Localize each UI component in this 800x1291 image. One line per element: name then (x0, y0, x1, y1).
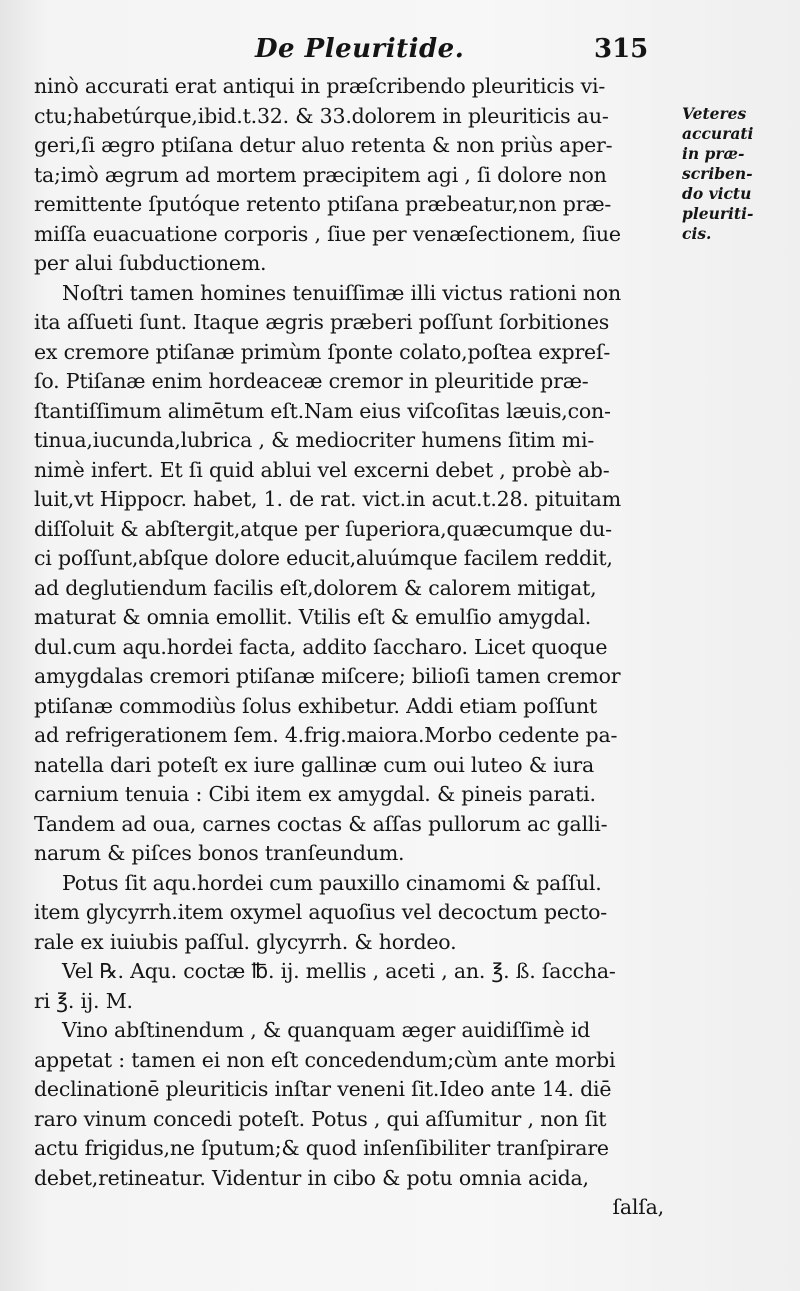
text-line: rale ex iuiubis paſſul. glycyrrh. & hordeo. (34, 929, 457, 954)
text-line: raro vinum concedi poteſt. Potus , qui aſſumitur , non ſit (34, 1106, 607, 1131)
text-line: dul.cum aqu.hordei facta, addito ſaccharo. Licet quoque (34, 634, 608, 659)
catchword: ſalſa, (612, 1195, 664, 1219)
text-line: Vino abſtinendum , & quanquam æger auidiſſimè id (62, 1018, 591, 1042)
marginal-note-line: do victu (682, 184, 752, 203)
text-line: ci poſſunt,abſque dolore educit,aluúmque facilem reddit, (34, 546, 613, 570)
text-line: luit,vt Hippocr. habet, 1. de rat. vict.in acut.t.28. pituitam (34, 487, 621, 511)
text-line: diſſoluit & abſtergit,atque per ſuperiora,quæcumque du- (34, 516, 612, 541)
marginal-note (682, 104, 792, 244)
text-line: actu frigidus,ne ſputum;& quod inſenſibiliter tranſpirare (34, 1136, 609, 1160)
text-line: ta;imò ægrum ad mortem præcipitem agi , ſi dolore non (34, 162, 607, 187)
text-line: ſo. Ptiſanæ enim hordeaceæ cremor in pleuritide præ- (34, 369, 589, 393)
text-line: item glycyrrh.item oxymel aquoſius vel decoctum pecto- (34, 900, 607, 924)
paragraph-2 (34, 279, 664, 869)
text-line: Noſtri tamen homines tenuiſſimæ illi victus rationi non (62, 280, 621, 305)
text-line: geri,ſi ægro ptiſana detur aluo retenta & non priùs aper- (34, 133, 613, 157)
text-line: tinua,iucunda,lubrica , & mediocriter humens ſitim mi- (34, 428, 595, 452)
text-line: natella dari poteſt ex iure gallinæ cum oui luteo & iura (34, 752, 595, 777)
marginal-note-line: in præ- (682, 144, 745, 163)
text-line: miſſa euacuatione corporis , ſiue per venæſectionem, ſiue (34, 221, 621, 246)
text-line: per alui ſubductionem. (34, 251, 267, 275)
paragraph-5 (34, 1016, 664, 1193)
text-line: ninò accurati erat antiqui in præſcribendo pleuriticis vi- (34, 74, 606, 98)
text-line: amygdalas cremori ptiſanæ miſcere; bilioſi tamen cremor (34, 664, 621, 688)
text-line: ſtantiſſimum alimētum eſt.Nam eius viſcoſitas læuis,con- (34, 398, 611, 423)
marginal-note-line: accurati (682, 124, 754, 143)
text-line: narum & piſces bonos tranſeundum. (34, 841, 405, 865)
marginal-note-line: cis. (682, 224, 712, 243)
text-line: appetat : tamen ei non eſt concedendum;cùm ante morbi (34, 1047, 616, 1072)
text-line: nimè infert. Et ſi quid ablui vel excerni debet , probè ab- (34, 457, 610, 482)
body-text (34, 72, 664, 1223)
text-line: Potus ſit aqu.hordei cum pauxillo cinamomi & paſſul. (62, 870, 602, 895)
text-line: ex cremore ptiſanæ primùm ſponte colato,poſtea expreſ- (34, 339, 611, 364)
page-header (0, 34, 800, 70)
text-line: ita aſſueti ſunt. Itaque ægris præberi poſſunt ſorbitiones (34, 310, 610, 334)
paragraph-4-recipe (34, 957, 664, 1016)
text-line: remittente ſputóque retento ptiſana præbeatur,non præ- (34, 192, 612, 216)
marginal-note-line: Veteres (682, 104, 747, 123)
text-line: declinationē pleuriticis inſtar veneni ſit.Ideo ante 14. diē (34, 1077, 612, 1101)
marginal-note-line: pleuriti- (682, 204, 754, 223)
paragraph-3 (34, 869, 664, 958)
text-line: ri ℥. ij. M. (34, 988, 133, 1013)
text-line: Tandem ad oua, carnes coctas & aſſas pullorum ac galli- (34, 811, 608, 836)
text-line: carnium tenuia : Cibi item ex amygdal. & pineis parati. (34, 782, 596, 806)
running-title: De Pleuritide. (255, 34, 465, 64)
text-line: ad deglutiendum facilis eſt,dolorem & calorem mitigat, (34, 575, 597, 600)
text-line: debet,retineatur. Videntur in cibo & potu omnia acida, (34, 1165, 589, 1190)
text-line: Vel ℞. Aqu. coctæ ℔. ij. mellis , aceti , an. ℥. ß. ſaccha- (62, 959, 616, 983)
text-line: ad refrigerationem ſem. 4.frig.maiora.Morbo cedente pa- (34, 723, 618, 747)
text-line: ptiſanæ commodiùs ſolus exhibetur. Addi etiam poſſunt (34, 693, 598, 718)
page-number: 315 (594, 34, 649, 64)
text-line: maturat & omnia emollit. Vtilis eſt & emulſio amygdal. (34, 605, 592, 629)
text-line: ctu;habetúrque,ibid.t.32. & 33.dolorem in pleuriticis au- (34, 103, 609, 128)
paragraph-1 (34, 72, 664, 279)
marginal-note-line: scriben- (682, 164, 753, 183)
